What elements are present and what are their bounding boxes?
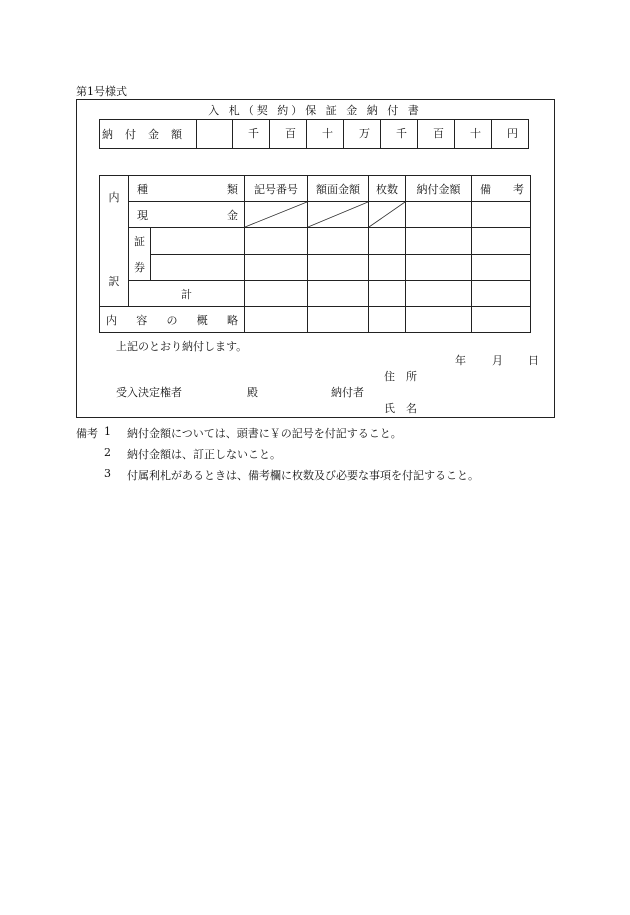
side-label-wake: 訳	[108, 275, 120, 288]
note-item: 2 納付金額は、訂正しないこと。	[104, 446, 281, 461]
securities-label: 証 券	[129, 228, 151, 281]
header-kind: 種 類	[129, 176, 245, 202]
total-remarks-cell[interactable]	[472, 281, 531, 307]
total-label: 計	[129, 281, 245, 307]
summary-cell[interactable]	[406, 307, 472, 333]
amount-prefix-cell[interactable]	[197, 120, 233, 149]
cash-cert-no-struck	[245, 202, 308, 228]
header-cert-no: 記号番号	[245, 176, 308, 202]
summary-cell[interactable]	[369, 307, 406, 333]
amount-table	[99, 119, 529, 149]
honorific-label: 殿	[247, 386, 258, 399]
summary-cell[interactable]	[472, 307, 531, 333]
cash-face-value-struck	[308, 202, 369, 228]
securities-remarks-cell[interactable]	[472, 254, 531, 281]
summary-cell[interactable]	[245, 307, 308, 333]
securities-remarks-cell[interactable]	[472, 228, 531, 255]
header-count: 枚数	[369, 176, 406, 202]
securities-count-cell[interactable]	[369, 254, 406, 281]
amount-digit-cell[interactable]: 万	[344, 120, 381, 149]
header-pay-amount: 納付金額	[406, 176, 472, 202]
note-item: 3 付属利札があるときは、備考欄に枚数及び必要な事項を付記すること。	[104, 467, 479, 482]
securities-cert-no-cell[interactable]	[245, 254, 308, 281]
total-pay-cell[interactable]	[406, 281, 472, 307]
cash-count-struck	[369, 202, 406, 228]
row-cash-label: 現 金	[129, 202, 245, 228]
amount-digit-cell[interactable]: 十	[307, 120, 344, 149]
form-title: 入 札（契 約）保 証 金 納 付 書	[208, 104, 422, 117]
breakdown-side-label	[100, 176, 129, 307]
date-year: 年	[455, 354, 466, 367]
cash-pay-amount-cell[interactable]	[406, 202, 472, 228]
amount-digit-cell[interactable]: 百	[270, 120, 307, 149]
form-number: 第1号様式	[76, 85, 127, 98]
amount-digit-cell[interactable]: 十	[455, 120, 492, 149]
securities-pay-cell[interactable]	[406, 228, 472, 255]
amount-digit-cell[interactable]: 百	[418, 120, 455, 149]
header-remarks: 備 考	[472, 176, 531, 202]
notes-section	[76, 425, 479, 488]
amount-digit-cell[interactable]: 千	[381, 120, 418, 149]
date-day: 日	[528, 354, 539, 367]
recipient-label: 受入決定権者	[116, 386, 182, 399]
note-item: 備考 1 納付金額については、頭書に￥の記号を付記すること。	[76, 425, 479, 446]
amount-label: 納付金額	[100, 120, 197, 149]
securities-pay-cell[interactable]	[406, 254, 472, 281]
summary-label: 内 容 の 概 略	[100, 307, 245, 333]
date-month: 月	[492, 354, 503, 367]
statement-text: 上記のとおり納付します。	[116, 340, 248, 353]
name-label: 氏 名	[384, 402, 417, 415]
securities-kind-cell[interactable]	[151, 228, 245, 255]
securities-kind-cell[interactable]	[151, 254, 245, 281]
summary-cell[interactable]	[308, 307, 369, 333]
total-cert-no-cell[interactable]	[245, 281, 308, 307]
amount-digit-cell[interactable]: 円	[492, 120, 529, 149]
securities-count-cell[interactable]	[369, 228, 406, 255]
securities-face-cell[interactable]	[308, 228, 369, 255]
total-count-cell[interactable]	[369, 281, 406, 307]
securities-face-cell[interactable]	[308, 254, 369, 281]
securities-cert-no-cell[interactable]	[245, 228, 308, 255]
breakdown-table	[99, 175, 531, 333]
side-label-uchi: 内	[108, 191, 120, 204]
notes-lead: 備考	[76, 427, 98, 440]
total-face-cell[interactable]	[308, 281, 369, 307]
cash-remarks-cell[interactable]	[472, 202, 531, 228]
amount-digit-cell[interactable]: 千	[233, 120, 270, 149]
address-label: 住 所	[384, 370, 417, 383]
header-face-value: 額面金額	[308, 176, 369, 202]
payer-label: 納付者	[331, 386, 364, 399]
